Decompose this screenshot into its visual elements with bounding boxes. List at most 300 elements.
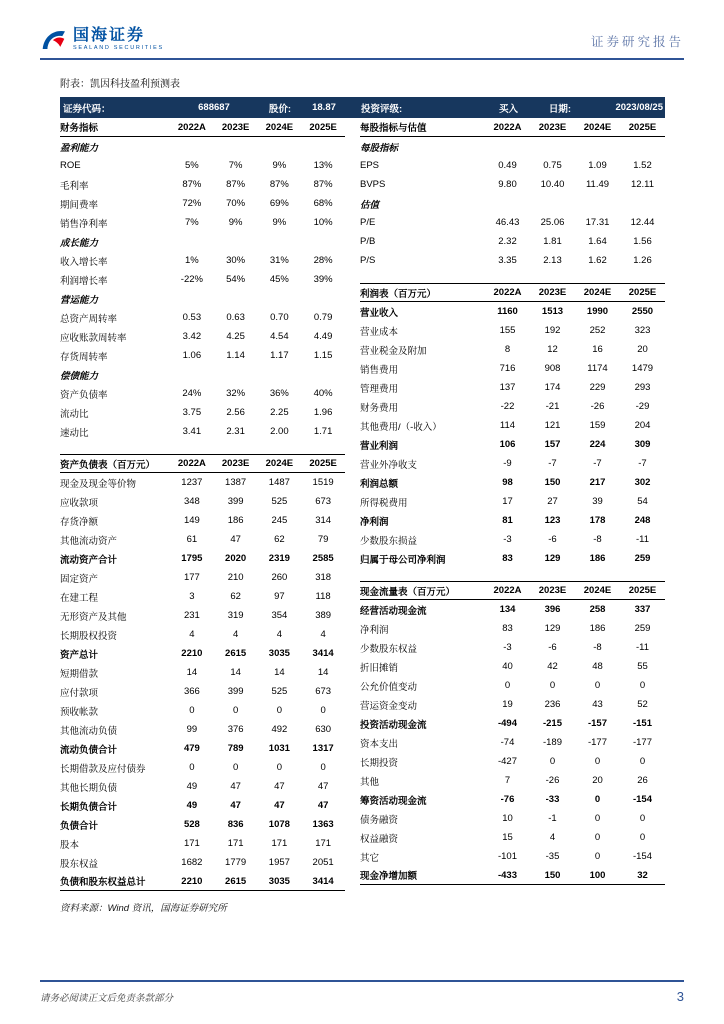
row-value: 3035	[268, 648, 290, 659]
row-value: 0	[189, 762, 195, 773]
row-value: 39	[592, 496, 603, 507]
row-label: 负债合计	[60, 820, 99, 832]
row-value: 1.52	[633, 160, 652, 171]
row-value: 8	[504, 344, 511, 355]
table-row	[60, 511, 345, 530]
row-label: 利润增长率	[60, 275, 108, 287]
row-value: 46.43	[495, 217, 520, 228]
row-value: 9%	[228, 217, 243, 228]
table-row	[360, 809, 665, 828]
row-value: 150	[544, 869, 561, 881]
table-row	[360, 359, 665, 378]
table-row	[60, 853, 345, 872]
row-value: 129	[544, 553, 561, 564]
row-value: -494	[497, 718, 517, 729]
row-value: 309	[634, 439, 651, 450]
row-value: 98	[502, 477, 513, 488]
row-value: 9%	[272, 217, 287, 228]
row-value: 48	[592, 661, 603, 672]
row-label: 每股指标与估值	[360, 123, 427, 134]
row-value: 10.40	[540, 179, 565, 190]
table-row	[360, 378, 665, 397]
table-row	[60, 701, 345, 720]
row-label: 营业外净收支	[360, 459, 418, 471]
row-value: 2022A	[493, 287, 522, 298]
row-value: 389	[315, 610, 332, 621]
row-label: 存货周转率	[60, 351, 108, 363]
table-row	[360, 695, 665, 714]
row-value: 123	[544, 515, 561, 526]
row-value: 337	[634, 604, 651, 615]
row-value: 40	[502, 661, 513, 672]
price-value: 18.87	[312, 102, 336, 113]
row-value: 54%	[226, 274, 246, 285]
row-value: -101	[497, 851, 517, 862]
row-value: 525	[271, 496, 288, 507]
table-row	[360, 194, 665, 213]
row-label: 应收款项	[60, 497, 99, 509]
row-value: 157	[544, 439, 561, 450]
table-row	[60, 346, 345, 365]
table-row	[360, 752, 665, 771]
row-value: 1479	[631, 363, 654, 374]
info-bar	[60, 97, 665, 118]
row-value: 1174	[587, 363, 608, 374]
table-row	[60, 327, 345, 346]
row-label: 营业成本	[360, 326, 399, 338]
row-value: 137	[499, 382, 516, 393]
row-value: 3.41	[182, 426, 202, 437]
row-value: 789	[227, 743, 244, 754]
row-label: 长期股权投资	[60, 630, 118, 642]
row-value: -22	[500, 401, 515, 412]
brand-logo	[40, 26, 164, 53]
brand-name: 国海证券	[73, 26, 146, 44]
row-label: 流动负债合计	[60, 744, 118, 756]
row-value: 2.32	[498, 236, 517, 247]
row-value: 20	[592, 775, 603, 786]
row-value: 245	[271, 515, 288, 526]
row-value: 25.06	[540, 217, 565, 228]
row-value: 1795	[181, 553, 203, 564]
row-value: 0	[639, 756, 646, 767]
row-value: 2025E	[628, 287, 657, 298]
row-value: 26	[637, 775, 648, 786]
row-value: 0	[594, 813, 601, 824]
row-value: 79	[317, 534, 329, 545]
row-value: 4.49	[313, 331, 333, 342]
row-value: 106	[499, 439, 516, 450]
row-value: 2615	[225, 648, 247, 659]
row-value: 36%	[269, 388, 289, 399]
table-row	[60, 270, 345, 289]
row-value: 174	[544, 382, 561, 393]
row-value: 1.96	[313, 407, 333, 418]
row-value: 186	[589, 553, 606, 564]
row-value: 0	[232, 762, 239, 773]
table-row	[360, 511, 665, 530]
row-value: 114	[499, 420, 516, 431]
row-label: 净利润	[360, 516, 389, 528]
row-value: 229	[589, 382, 606, 393]
row-value: 14	[230, 667, 241, 678]
table-row	[60, 758, 345, 777]
row-value: 62	[230, 591, 241, 602]
row-label: 速动比	[60, 427, 89, 439]
table-row	[360, 435, 665, 454]
table-row	[360, 657, 665, 676]
row-label: 估值	[360, 199, 380, 211]
row-value: 52	[637, 699, 648, 710]
row-value: 14	[317, 667, 329, 678]
row-value: 7	[504, 775, 511, 786]
row-value: -35	[545, 851, 560, 862]
row-label: P/B	[360, 236, 376, 247]
row-value: 2.31	[226, 426, 245, 437]
row-value: 0.75	[543, 160, 562, 171]
row-value: 2.13	[543, 255, 562, 266]
row-value: 28%	[313, 255, 333, 266]
row-value: 61	[186, 534, 198, 545]
row-value: 4.25	[226, 331, 245, 342]
row-value: 259	[634, 623, 651, 634]
row-label: 管理费用	[360, 383, 399, 395]
table-row	[360, 137, 665, 156]
row-value: 376	[227, 724, 244, 735]
row-value: 87%	[313, 179, 333, 190]
row-label: 少数股东权益	[360, 643, 418, 655]
row-value: 47	[317, 800, 329, 811]
row-value: 2024E	[583, 121, 612, 133]
table-row	[60, 663, 345, 682]
row-value: 43	[592, 699, 603, 710]
row-label: 净利润	[360, 624, 389, 636]
row-value: 3414	[312, 648, 334, 659]
row-value: -76	[500, 794, 515, 805]
row-label: 股东权益	[60, 858, 99, 870]
row-value: 0	[276, 762, 283, 773]
row-value: 260	[271, 572, 288, 583]
row-value: 1.62	[588, 255, 607, 266]
row-value: 45%	[269, 274, 289, 285]
table-row	[360, 714, 665, 733]
row-value: 171	[271, 838, 288, 849]
row-value: -9	[503, 458, 512, 469]
row-value: 1513	[541, 306, 564, 317]
row-label: 偿债能力	[60, 370, 99, 382]
row-value: 19	[502, 699, 513, 710]
row-value: -29	[635, 401, 650, 412]
row-value: 1779	[225, 857, 247, 868]
table-row	[60, 454, 345, 473]
row-value: 178	[589, 515, 606, 526]
row-label: 成长能力	[60, 237, 99, 249]
row-value: 1387	[225, 477, 247, 488]
row-value: 2022A	[177, 458, 206, 469]
row-value: 99	[186, 724, 198, 735]
row-value: 0	[549, 756, 556, 767]
forecast-table	[60, 97, 665, 914]
row-label: 固定资产	[60, 573, 99, 585]
report-type-label: 证券研究报告	[590, 35, 684, 49]
row-value: 1.64	[588, 236, 607, 247]
row-label: 营业利润	[360, 440, 399, 452]
row-label: 其他费用/（-收入）	[360, 421, 442, 433]
row-value: -7	[638, 458, 647, 469]
row-value: 0.79	[313, 312, 333, 323]
row-value: 1990	[586, 306, 609, 317]
row-value: 528	[183, 819, 200, 830]
row-value: 5%	[185, 160, 199, 171]
row-value: 0.70	[270, 312, 289, 323]
table-row	[360, 790, 665, 809]
row-label: 期间费率	[60, 199, 99, 211]
row-value: 0	[549, 680, 556, 691]
row-value: 673	[315, 496, 332, 507]
row-value: -151	[632, 718, 652, 729]
row-value: 2025E	[309, 121, 337, 133]
row-value: 55	[637, 661, 648, 672]
table-row	[360, 619, 665, 638]
row-value: 27	[547, 496, 558, 507]
table-row	[360, 340, 665, 359]
table-row	[60, 606, 345, 625]
table-row	[360, 828, 665, 847]
table-row	[360, 866, 665, 885]
row-value: 318	[315, 572, 332, 583]
row-value: 252	[589, 325, 606, 336]
row-value: -26	[590, 401, 605, 412]
row-value: 0	[594, 794, 601, 805]
row-value: 0.49	[498, 160, 517, 171]
row-value: 42	[547, 661, 558, 672]
row-value: 171	[227, 838, 244, 849]
table-row	[60, 834, 345, 853]
row-value: 47	[230, 534, 241, 545]
row-value: -74	[500, 737, 515, 748]
row-value: -26	[545, 775, 560, 786]
row-value: 673	[315, 686, 332, 697]
row-label: 盈利能力	[60, 142, 99, 154]
page-header	[40, 26, 684, 60]
row-label: ROE	[60, 160, 81, 171]
row-value: -21	[545, 401, 560, 412]
row-value: 7%	[185, 217, 199, 228]
row-value: 3.75	[182, 407, 202, 418]
row-value: 1.26	[633, 255, 652, 266]
disclaimer-note: 请务必阅读正文后免责条款部分	[40, 992, 174, 1004]
row-value: 314	[315, 515, 332, 526]
table-row	[360, 733, 665, 752]
row-label: 现金及现金等价物	[60, 478, 137, 490]
row-value: 49	[186, 781, 198, 792]
table-row	[360, 473, 665, 492]
row-value: 2585	[312, 553, 334, 564]
row-value: 47	[274, 800, 285, 811]
table-row	[60, 308, 345, 327]
row-value: -7	[548, 458, 557, 469]
row-value: 49	[186, 800, 198, 811]
spacer-row	[360, 270, 665, 283]
table-row	[360, 771, 665, 790]
rating-value: 买入	[498, 103, 518, 115]
table-row	[60, 644, 345, 663]
row-value: 20	[637, 344, 648, 355]
row-value: 2319	[268, 553, 290, 564]
row-label: 流动资产合计	[60, 554, 118, 566]
row-value: 2020	[225, 553, 247, 564]
row-value: -8	[593, 534, 602, 545]
row-value: 399	[227, 496, 244, 507]
row-label: 折旧摊销	[360, 662, 399, 674]
row-value: 1.71	[313, 426, 333, 437]
row-value: 10%	[313, 217, 333, 228]
row-label: P/S	[360, 255, 376, 266]
row-value: 0	[594, 851, 601, 862]
row-label: 经营活动现金流	[360, 605, 427, 617]
row-value: 1519	[312, 477, 334, 488]
row-value: 4	[276, 629, 283, 640]
row-label: 权益融资	[360, 833, 399, 845]
stock-code-label: 证券代码：	[63, 103, 111, 115]
row-value: 16	[592, 344, 603, 355]
row-value: 2022A	[493, 121, 522, 133]
table-row	[360, 321, 665, 340]
row-value: 54	[637, 496, 648, 507]
row-label: 财务费用	[360, 402, 399, 414]
row-label: P/E	[360, 217, 376, 228]
row-value: 70%	[226, 198, 246, 209]
row-value: 1%	[185, 255, 199, 266]
table-row	[360, 676, 665, 695]
row-value: 2023E	[538, 585, 567, 596]
row-value: 17.31	[585, 217, 610, 228]
row-value: 32	[637, 869, 648, 881]
row-value: 129	[544, 623, 561, 634]
row-value: 83	[502, 553, 513, 564]
row-value: 3.42	[182, 331, 202, 342]
table-body	[60, 118, 665, 891]
row-value: 1078	[268, 819, 290, 830]
table-row	[60, 568, 345, 587]
page-number: 3	[676, 989, 684, 1004]
row-value: 1.17	[270, 350, 289, 361]
row-value: 1237	[181, 477, 203, 488]
row-value: 192	[544, 325, 561, 336]
table-row	[60, 194, 345, 213]
row-label: 筹资活动现金流	[360, 795, 427, 807]
row-value: 4	[189, 629, 195, 640]
table-row	[60, 232, 345, 251]
row-label: 收入增长率	[60, 256, 108, 268]
row-value: 40%	[313, 388, 333, 399]
row-value: 14	[274, 667, 285, 678]
row-value: 479	[183, 743, 200, 754]
row-label: 毛利率	[60, 180, 89, 192]
table-row	[60, 422, 345, 441]
row-value: 2022A	[177, 121, 206, 133]
table-row	[360, 530, 665, 549]
row-value: 87%	[269, 179, 289, 190]
row-value: 0	[594, 756, 601, 767]
row-value: 3.35	[498, 255, 517, 266]
row-value: 11.49	[585, 179, 610, 190]
row-value: 9%	[272, 160, 287, 171]
table-row	[60, 403, 345, 422]
row-value: 17	[502, 496, 513, 507]
row-value: 2550	[631, 306, 654, 317]
row-value: 231	[183, 610, 200, 621]
row-label: 利润总额	[360, 478, 399, 490]
row-value: 348	[183, 496, 200, 507]
row-value: 121	[544, 420, 561, 431]
row-value: 366	[183, 686, 200, 697]
table-row	[60, 213, 345, 232]
brand-subtitle: SEALAND SECURITIES	[73, 45, 164, 52]
row-value: 0	[639, 680, 646, 691]
row-label: 短期借款	[60, 668, 99, 680]
row-value: 0	[594, 680, 601, 691]
row-label: 现金净增加额	[360, 871, 418, 882]
row-value: 1.06	[182, 350, 202, 361]
row-value: 0.53	[182, 312, 202, 323]
row-value: 2022A	[493, 585, 522, 596]
table-row	[60, 492, 345, 511]
row-label: 长期借款及应付债券	[60, 763, 146, 775]
row-value: 81	[502, 515, 513, 526]
row-value: 293	[634, 382, 651, 393]
row-value: 24%	[182, 388, 202, 399]
row-value: 2024E	[265, 458, 294, 469]
row-value: 4	[549, 832, 556, 843]
row-value: 908	[544, 363, 561, 374]
row-value: 224	[589, 439, 606, 450]
row-label: 应付款项	[60, 687, 99, 699]
row-label: 公允价值变动	[360, 681, 418, 693]
row-value: 83	[502, 623, 513, 634]
row-label: 资本支出	[360, 738, 399, 750]
table-row	[60, 384, 345, 403]
row-value: 12	[547, 344, 558, 355]
table-row	[360, 847, 665, 866]
row-label: BVPS	[360, 179, 386, 190]
spacer-row	[60, 441, 345, 454]
row-value: 525	[271, 686, 288, 697]
row-label: 营业收入	[360, 307, 399, 319]
row-value: 171	[315, 838, 332, 849]
row-value: -189	[542, 737, 562, 748]
row-value: -1	[548, 813, 557, 824]
row-value: 7%	[228, 160, 243, 171]
row-value: 0	[639, 813, 646, 824]
row-value: 2051	[312, 857, 334, 868]
row-value: 396	[544, 604, 561, 615]
row-value: 1957	[268, 857, 290, 868]
row-label: 债务融资	[360, 814, 399, 826]
table-row	[360, 302, 665, 321]
table-row	[360, 454, 665, 473]
row-label: 股本	[60, 839, 80, 851]
row-label: 资产负债率	[60, 389, 108, 401]
row-label: 财务指标	[60, 123, 99, 134]
row-value: 2024E	[265, 121, 294, 133]
row-value: 492	[271, 724, 288, 735]
table-row	[60, 739, 345, 758]
table-row	[360, 638, 665, 657]
row-value: 4.54	[270, 331, 289, 342]
row-value: 186	[227, 515, 244, 526]
row-value: 2615	[225, 875, 247, 887]
